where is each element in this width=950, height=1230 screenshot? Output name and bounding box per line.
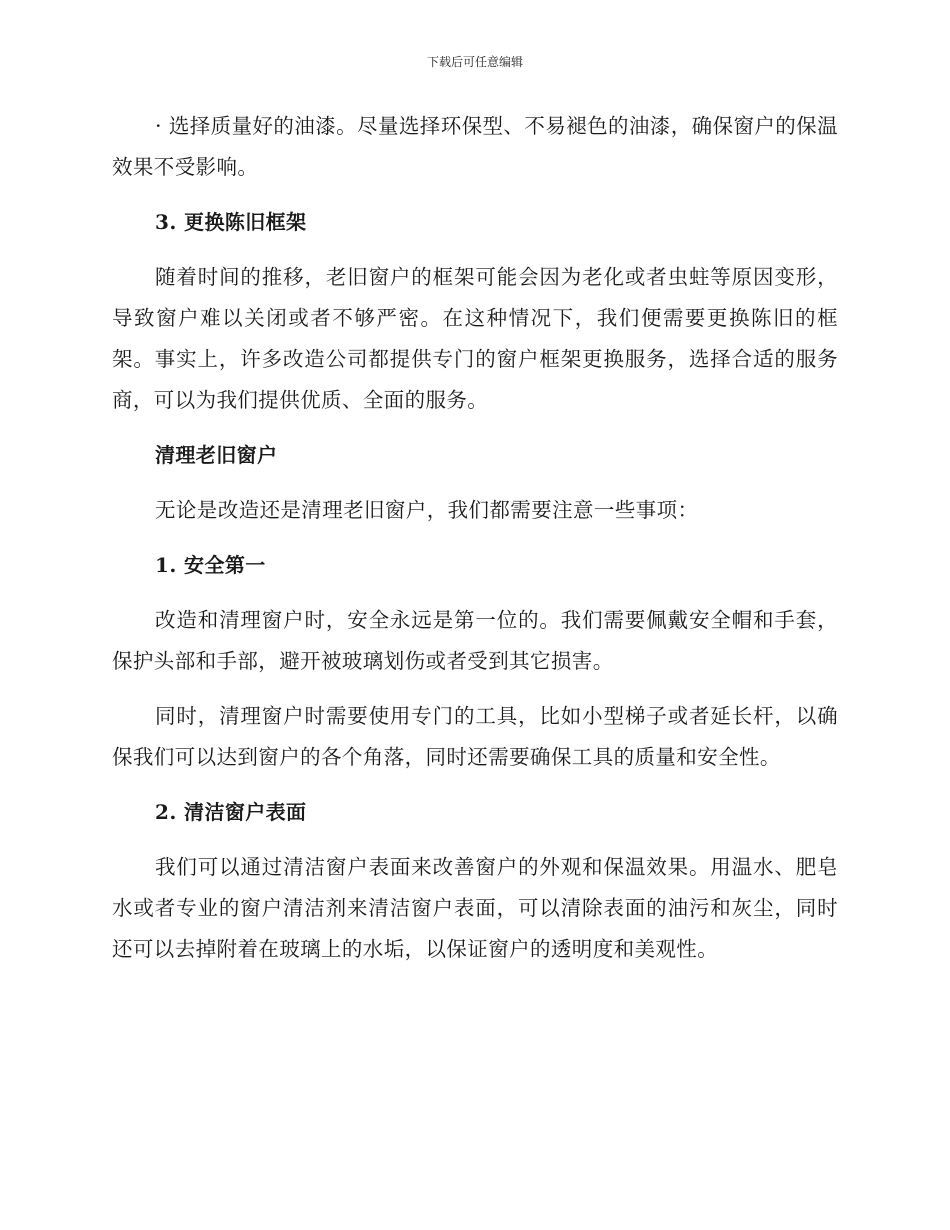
paragraph-notes-intro: 无论是改造还是清理老旧窗户，我们都需要注意一些事项： <box>155 498 699 522</box>
heading-safety-first: 1. 安全第一 <box>155 553 266 577</box>
document-body <box>112 106 838 984</box>
heading-clean-surface: 2. 清洁窗户表面 <box>155 800 307 824</box>
heading-replace-frame: 3. 更换陈旧框架 <box>155 210 307 234</box>
paragraph-safety-tools: 同时，清理窗户时需要使用专门的工具，比如小型梯子或者延长杆，以确保我们可以达到窗户的各个角落，同时还需要确保工具的质量和安全性。 <box>112 704 838 769</box>
paragraph-replace-frame: 随着时间的推移，老旧窗户的框架可能会因为老化或者虫蛀等原因变形，导致窗户难以关闭或者不够严密。在这种情况下，我们便需要更换陈旧的框架。事实上，许多改造公司都提供专门的窗户框架更换服务，选择合适的服务商，可以为我们提供优质、全面的服务。 <box>112 265 838 412</box>
paragraph-clean-surface: 我们可以通过清洁窗户表面来改善窗户的外观和保温效果。用温水、肥皂水或者专业的窗户清洁剂来清洁窗户表面，可以清除表面的油污和灰尘，同时还可以去掉附着在玻璃上的水垢，以保证窗户的透明度和美观性。 <box>112 855 838 961</box>
heading-clean-old-windows: 清理老旧窗户 <box>155 443 278 467</box>
page-header: 下载后可任意编辑 <box>426 55 523 69</box>
paragraph-paint-choice: · 选择质量好的油漆。尽量选择环保型、不易褪色的油漆，确保窗户的保温效果不受影响。 <box>112 114 838 179</box>
paragraph-safety-gear: 改造和清理窗户时，安全永远是第一位的。我们需要佩戴安全帽和手套，保护头部和手部，避开被玻璃划伤或者受到其它损害。 <box>112 608 838 673</box>
